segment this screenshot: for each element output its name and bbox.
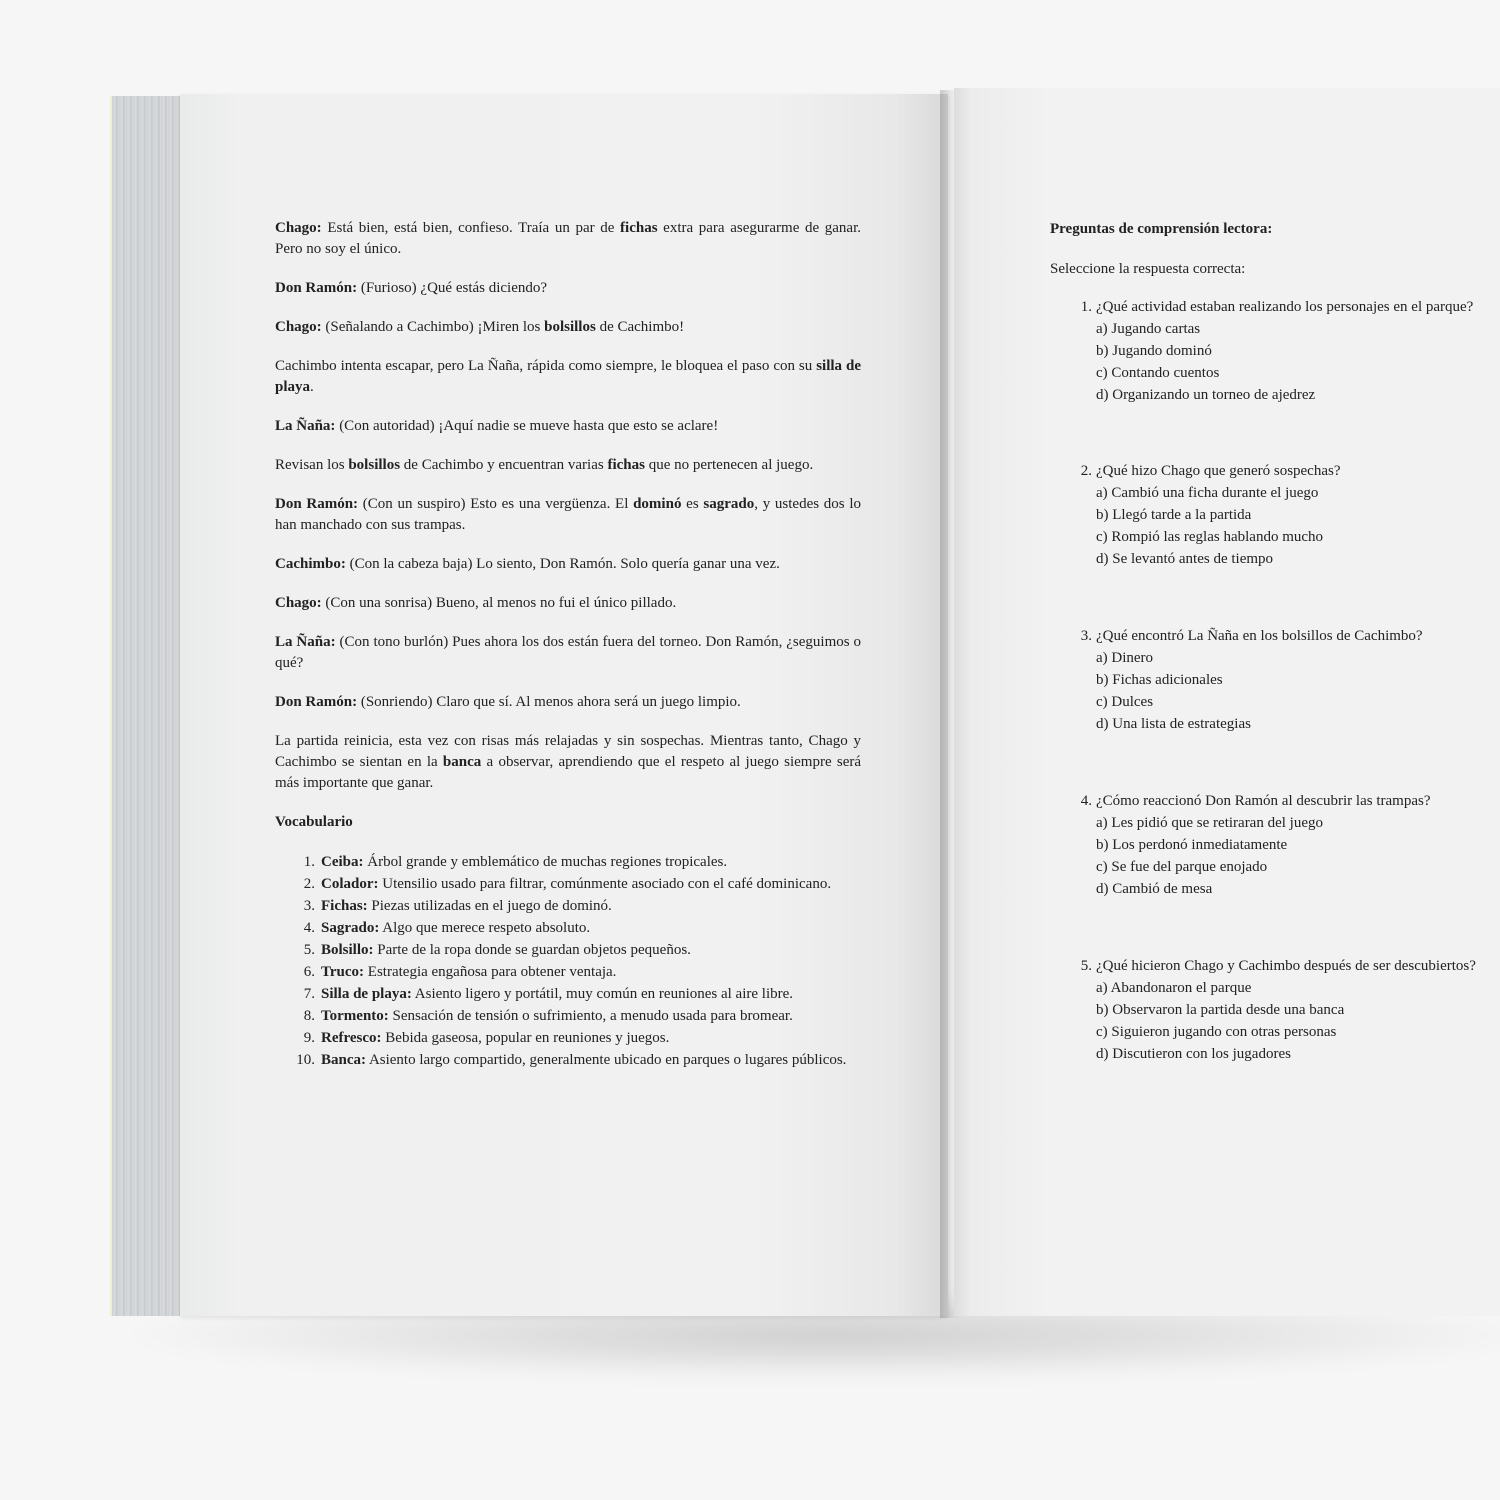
vocabulary-list	[275, 851, 861, 1071]
narration-text: La partida reinicia, esta vez con risas más relajadas y sin sospechas. Mientras tanto, Chago y Cachimbo se sientan en la	[275, 733, 861, 770]
question-label: ¿Cómo reaccionó Don Ramón al descubrir las trampas?	[1096, 793, 1431, 809]
narration-text: que no pertenecen al juego.	[644, 457, 814, 473]
questions-title: Preguntas de comprensión lectora:	[1050, 221, 1273, 237]
answer-option: d) Cambió de mesa	[1096, 881, 1213, 897]
narration-paragraph	[275, 455, 861, 476]
vocabulary-term: Sagrado:	[321, 920, 380, 936]
question-number: 4.	[1080, 793, 1092, 809]
dialogue-paragraph	[275, 218, 861, 260]
vocabulary-definition: Estrategia engañosa para obtener ventaja.	[367, 964, 617, 980]
question-number: 3.	[1080, 628, 1092, 644]
highlight-word: bolsillos	[544, 319, 596, 335]
speaker-name: Cachimbo:	[275, 556, 346, 572]
dialogue-paragraph	[275, 692, 861, 713]
speaker-name: Chago:	[275, 595, 322, 611]
answer-option: b) Llegó tarde a la partida	[1096, 507, 1252, 523]
narration-text: .	[310, 379, 314, 395]
highlight-word: fichas	[620, 220, 658, 236]
vocabulary-term: Silla de playa:	[321, 986, 412, 1002]
dialogue-text: (Con la cabeza baja) Lo siento, Don Ramón. Solo quería ganar una vez.	[349, 556, 780, 572]
vocabulary-item	[275, 983, 861, 1005]
answer-option: b) Jugando dominó	[1096, 343, 1212, 359]
page-stack-edge	[110, 96, 184, 1316]
vocabulary-item	[275, 961, 861, 983]
vocabulary-term: Colador:	[321, 876, 379, 892]
vocabulary-definition: Asiento ligero y portátil, muy común en reuniones al aire libre.	[414, 986, 794, 1002]
dialogue-text: Está bien, está bien, confieso. Traía un par de	[327, 220, 621, 236]
questions-instruction: Seleccione la respuesta correcta:	[1050, 261, 1246, 277]
dialogue-paragraph	[275, 554, 861, 575]
dialogue-text: extra para asegurarme de ganar. Pero no soy el único.	[275, 220, 862, 257]
vocabulary-number: 2.	[303, 876, 315, 892]
vocabulary-term: Ceiba:	[321, 854, 364, 870]
answer-option: a) Jugando cartas	[1096, 321, 1201, 337]
question-label: ¿Qué actividad estaban realizando los personajes en el parque?	[1096, 299, 1474, 315]
highlight-word: bolsillos	[348, 457, 401, 473]
vocabulary-item	[275, 1049, 861, 1071]
answer-option: a) Les pidió que se retiraran del juego	[1096, 815, 1323, 831]
answer-option: c) Contando cuentos	[1096, 365, 1220, 381]
dialogue-text: (Con autoridad) ¡Aquí nadie se mueve hasta que esto se aclare!	[339, 418, 719, 434]
narration-text: a observar, aprendiendo que el respeto al juego siempre será más importante que ganar.	[275, 754, 862, 791]
question-label: ¿Qué encontró La Ñaña en los bolsillos de Cachimbo?	[1096, 628, 1423, 644]
question-block	[1074, 625, 1500, 735]
narration-text: Cachimbo intenta escapar, pero La Ñaña, rápida como siempre, le bloquea el paso con su	[275, 358, 817, 374]
vocabulary-item	[275, 851, 861, 873]
narration-text: Revisan los	[275, 457, 349, 473]
answer-option: d) Una lista de estrategias	[1096, 716, 1251, 732]
dialogue-text: de Cachimbo!	[595, 319, 685, 335]
vocabulary-number: 10.	[296, 1052, 315, 1068]
speaker-name: Don Ramón:	[275, 496, 359, 512]
answer-option: d) Se levantó antes de tiempo	[1096, 551, 1274, 567]
vocabulary-number: 7.	[303, 986, 315, 1002]
vocabulary-title: Vocabulario	[275, 814, 353, 830]
speaker-name: Chago:	[275, 319, 322, 335]
speaker-name: Don Ramón:	[275, 280, 358, 296]
dialogue-paragraph	[275, 278, 861, 299]
question-text	[1074, 955, 1500, 977]
right-page-content	[1050, 218, 1500, 1062]
narration-text: de Cachimbo y encuentran varias	[400, 457, 608, 473]
answer-option: b) Observaron la partida desde una banca	[1096, 1002, 1345, 1018]
speaker-name: Don Ramón:	[275, 694, 358, 710]
vocabulary-number: 6.	[303, 964, 315, 980]
answer-option: b) Fichas adicionales	[1096, 672, 1223, 688]
highlight-word: sagrado	[703, 496, 755, 512]
vocabulary-number: 5.	[303, 942, 315, 958]
vocabulary-definition: Árbol grande y emblemático de muchas regiones tropicales.	[367, 854, 728, 870]
question-block	[1074, 460, 1500, 570]
question-label: ¿Qué hizo Chago que generó sospechas?	[1096, 463, 1341, 479]
question-block	[1074, 955, 1500, 1065]
vocabulary-number: 4.	[303, 920, 315, 936]
vocabulary-term: Refresco:	[321, 1030, 382, 1046]
answer-option: a) Cambió una ficha durante el juego	[1096, 485, 1319, 501]
vocabulary-item	[275, 917, 861, 939]
dialogue-text: , y ustedes dos lo han manchado con sus trampas.	[275, 496, 862, 533]
highlight-word: silla de playa	[275, 358, 861, 395]
vocabulary-definition: Piezas utilizadas en el juego de dominó.	[371, 898, 612, 914]
speaker-name: La Ñaña:	[275, 634, 336, 650]
dialogue-paragraph	[275, 416, 861, 437]
vocabulary-term: Bolsillo:	[321, 942, 374, 958]
narration-paragraph	[275, 356, 861, 398]
question-block	[1074, 790, 1500, 900]
answer-option: c) Siguieron jugando con otras personas	[1096, 1024, 1337, 1040]
answer-option: c) Se fue del parque enojado	[1096, 859, 1268, 875]
left-page	[180, 94, 948, 1316]
answer-option: a) Dinero	[1096, 650, 1154, 666]
vocabulary-term: Fichas:	[321, 898, 368, 914]
dialogue-text: (Con una sonrisa) Bueno, al menos no fui el único pillado.	[325, 595, 677, 611]
speaker-name: Chago:	[275, 220, 322, 236]
dialogue-text: (Señalando a Cachimbo) ¡Miren los	[325, 319, 545, 335]
question-block	[1074, 296, 1500, 406]
dialogue-paragraph	[275, 632, 861, 674]
narration-paragraph	[275, 731, 861, 794]
speaker-name: La Ñaña:	[275, 418, 336, 434]
question-label: ¿Qué hicieron Chago y Cachimbo después de ser descubiertos?	[1096, 958, 1476, 974]
dialogue-text: es	[681, 496, 704, 512]
answer-option: c) Dulces	[1096, 694, 1154, 710]
answer-option: c) Rompió las reglas hablando mucho	[1096, 529, 1324, 545]
answer-option: b) Los perdonó inmediatamente	[1096, 837, 1288, 853]
answer-option: d) Discutieron con los jugadores	[1096, 1046, 1291, 1062]
question-text	[1074, 625, 1500, 647]
vocabulary-definition: Asiento largo compartido, generalmente ubicado en parques o lugares públicos.	[368, 1052, 847, 1068]
right-page	[954, 88, 1500, 1316]
dialogue-paragraph	[275, 593, 861, 614]
question-number: 5.	[1080, 958, 1092, 974]
vocabulary-number: 9.	[303, 1030, 315, 1046]
question-number: 1.	[1080, 299, 1092, 315]
vocabulary-term: Banca:	[321, 1052, 366, 1068]
vocabulary-item	[275, 873, 861, 895]
left-page-content	[275, 218, 861, 1071]
vocabulary-item	[275, 1005, 861, 1027]
vocabulary-definition: Algo que merece respeto absoluto.	[382, 920, 591, 936]
dialogue-paragraph	[275, 317, 861, 338]
vocabulary-number: 8.	[303, 1008, 315, 1024]
dialogue-text: (Sonriendo) Claro que sí. Al menos ahora será un juego limpio.	[360, 694, 741, 710]
vocabulary-item	[275, 1027, 861, 1049]
vocabulary-definition: Bebida gaseosa, popular en reuniones y juegos.	[385, 1030, 670, 1046]
vocabulary-number: 3.	[303, 898, 315, 914]
question-text	[1074, 460, 1500, 482]
vocabulary-term: Tormento:	[321, 1008, 389, 1024]
vocabulary-term: Truco:	[321, 964, 365, 980]
highlight-word: dominó	[633, 496, 682, 512]
answer-option: d) Organizando un torneo de ajedrez	[1096, 387, 1316, 403]
vocabulary-definition: Sensación de tensión o sufrimiento, a menudo usada para bromear.	[392, 1008, 793, 1024]
question-number: 2.	[1080, 463, 1092, 479]
highlight-word: fichas	[607, 457, 645, 473]
highlight-word: banca	[442, 754, 482, 770]
dialogue-text: (Furioso) ¿Qué estás diciendo?	[360, 280, 548, 296]
vocabulary-item	[275, 895, 861, 917]
dialogue-text: (Con tono burlón) Pues ahora los dos están fuera del torneo. Don Ramón, ¿seguimos o qué?	[275, 634, 861, 671]
vocabulary-number: 1.	[303, 854, 315, 870]
dialogue-text: (Con un suspiro) Esto es una vergüenza. El	[362, 496, 634, 512]
dialogue-paragraph	[275, 494, 861, 536]
question-text	[1074, 790, 1500, 812]
vocabulary-definition: Parte de la ropa donde se guardan objetos pequeños.	[377, 942, 691, 958]
vocabulary-definition: Utensilio usado para filtrar, comúnmente asociado con el café dominicano.	[382, 876, 832, 892]
answer-option: a) Abandonaron el parque	[1096, 980, 1252, 996]
vocabulary-item	[275, 939, 861, 961]
question-text	[1074, 296, 1500, 318]
